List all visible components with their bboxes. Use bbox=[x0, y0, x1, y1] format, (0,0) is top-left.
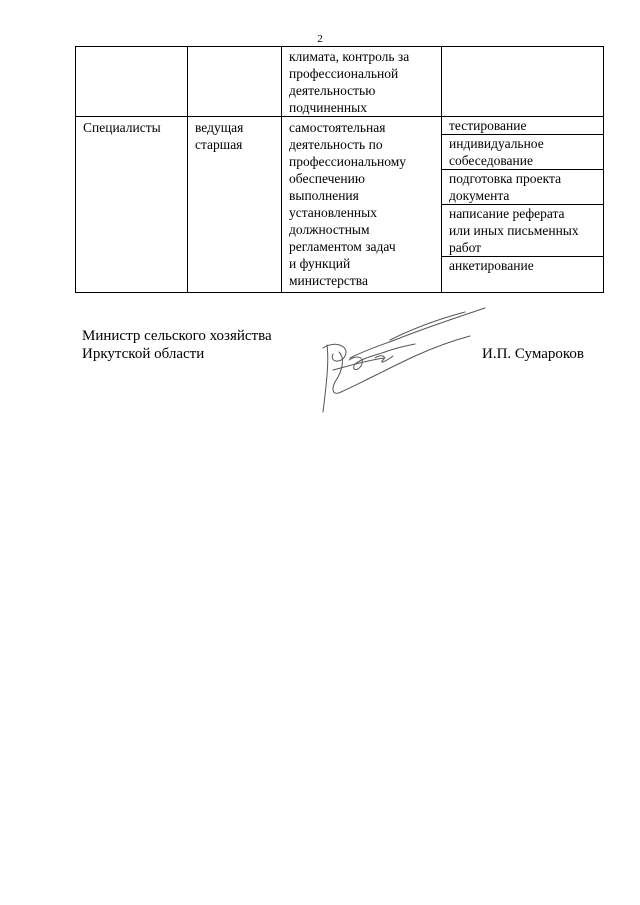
group-label: ведущая старшая bbox=[195, 120, 244, 152]
competency-table bbox=[75, 46, 604, 293]
table-cell bbox=[442, 47, 604, 117]
description-cell bbox=[282, 117, 442, 293]
method-item: тестирование bbox=[442, 117, 603, 135]
table-row bbox=[76, 117, 604, 293]
method-item: написание реферата или иных письменных работ bbox=[442, 205, 603, 257]
method-item: анкетирование bbox=[449, 258, 534, 273]
signatory-position: Министр сельского хозяйства Иркутской области bbox=[82, 328, 272, 362]
category-label: Специалисты bbox=[83, 120, 161, 135]
signature-image bbox=[315, 300, 490, 415]
description-text: самостоятельная деятельность по профессиональному обеспечению выполнения установленных должностным регламентом задач и функций министерства bbox=[289, 120, 406, 288]
methods-cell bbox=[442, 117, 604, 293]
page-number: 2 bbox=[317, 33, 323, 45]
method-item: подготовка проекта документа bbox=[442, 170, 603, 205]
continuation-text: климата, контроль за профессиональной деятельностью подчиненных bbox=[289, 49, 410, 115]
method-item: индивидуальное собеседование bbox=[442, 135, 603, 170]
table-row bbox=[76, 47, 604, 117]
category-cell bbox=[76, 117, 188, 293]
table-cell bbox=[282, 47, 442, 117]
signatory-name: И.П. Сумароков bbox=[482, 346, 585, 362]
table-cell bbox=[188, 47, 282, 117]
table-cell bbox=[76, 47, 188, 117]
group-cell bbox=[188, 117, 282, 293]
